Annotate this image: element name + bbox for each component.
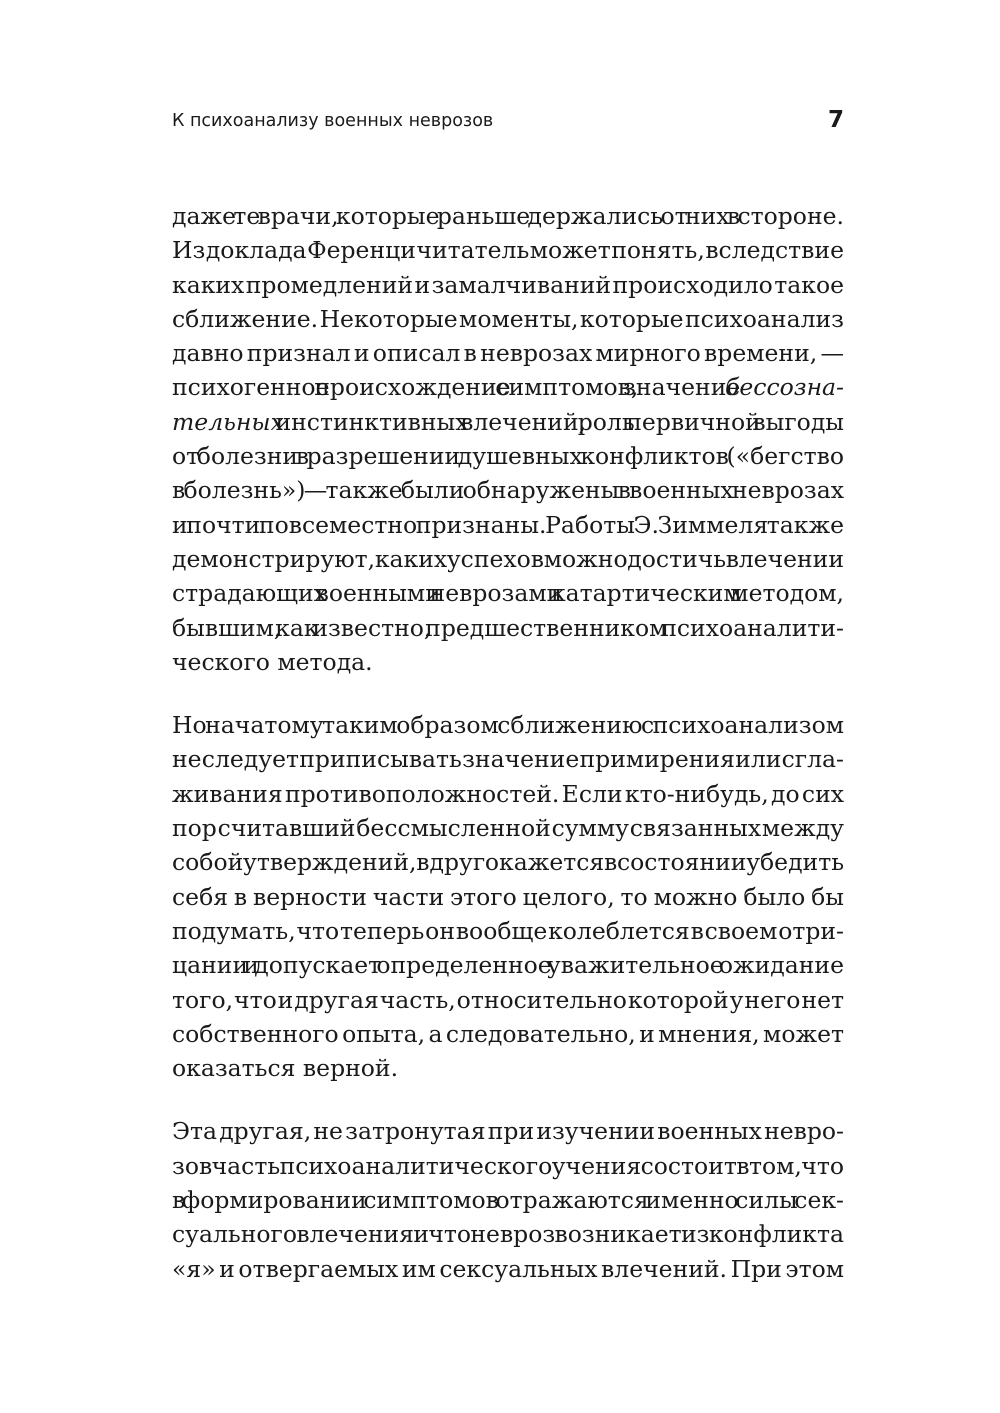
text-line: в формировании симптомов отражаются именно силы сек- <box>172 1186 844 1215</box>
text-line: от болезни в разрешении душевных конфликтов («бегство <box>172 442 844 471</box>
text-line: и почти повсеместно признаны. Работы Э. Зиммеля также <box>172 510 844 539</box>
text-line: в болезнь») — также были обнаружены в военных неврозах <box>172 476 844 505</box>
text-line: цании и допускает определенное уважительное ожидание <box>172 951 844 980</box>
text-line: сближение. Некоторые моменты, которые психоанализ <box>172 304 844 333</box>
text-line: Из доклада Ференци читатель может понять, вследствие <box>172 236 844 265</box>
text-line: давно признал и описал в неврозах мирного времени, — <box>172 339 844 368</box>
italic-term: тельных <box>172 407 284 436</box>
text-line: Эта другая, не затронутая при изучении военных невро- <box>172 1117 844 1146</box>
text-line: психогенное происхождение симптомов, значение бессозна- <box>172 373 844 402</box>
body-text <box>172 199 844 1315</box>
running-head <box>172 108 844 138</box>
italic-term: бессозна- <box>725 373 844 402</box>
text-line: пор считавший бессмысленной сумму связанных между <box>172 814 844 843</box>
text-line: даже те врачи, которые раньше держались от них в стороне. <box>172 202 844 230</box>
text-line: собой утверждений, вдруг окажется в состоянии убедить <box>172 848 844 877</box>
text-line: живания противоположностей. Если кто-нибудь, до сих <box>172 779 844 808</box>
text-line: оказаться верной. <box>172 1054 399 1083</box>
text-line: того, что и другая часть, относительно которой у него нет <box>172 985 844 1014</box>
paragraph-1 <box>172 199 844 679</box>
text-line: собственного опыта, а следовательно, и мнения, может <box>172 1019 844 1048</box>
text-line: демонстрируют, каких успехов можно достичь в лечении <box>172 544 844 573</box>
text-line: зов часть психоаналитического учения состоит в том, что <box>172 1151 844 1180</box>
text-line: страдающих военными неврозами катартическим методом, <box>172 579 844 608</box>
text-line: не следует приписывать значение примирения или сгла- <box>172 745 844 774</box>
text-line: каких промедлений и замалчиваний происходило такое <box>172 270 844 299</box>
text-line: «я» и отвергаемых им сексуальных влечений. При этом <box>172 1254 844 1283</box>
text-line: ческого метода. <box>172 647 373 676</box>
text-line: себя в верности части этого целого, то можно было бы <box>172 882 844 911</box>
text-line: подумать, что теперь он вообще колеблется в своем отри- <box>172 916 844 945</box>
paragraph-2 <box>172 708 844 1085</box>
running-title: К психоанализу военных неврозов <box>172 111 494 131</box>
paragraph-3 <box>172 1114 844 1285</box>
text-line: суального влечения и что невроз возникает из конфликта <box>172 1220 844 1249</box>
text-line: Но начатому таким образом сближению с психоанализом <box>172 711 844 740</box>
text-line: бывшим, как известно, предшественником психоаналити- <box>172 613 844 642</box>
text-line: тельных инстинктивных влечений, роль первичной выгоды <box>172 407 844 436</box>
page-number: 7 <box>827 107 844 133</box>
